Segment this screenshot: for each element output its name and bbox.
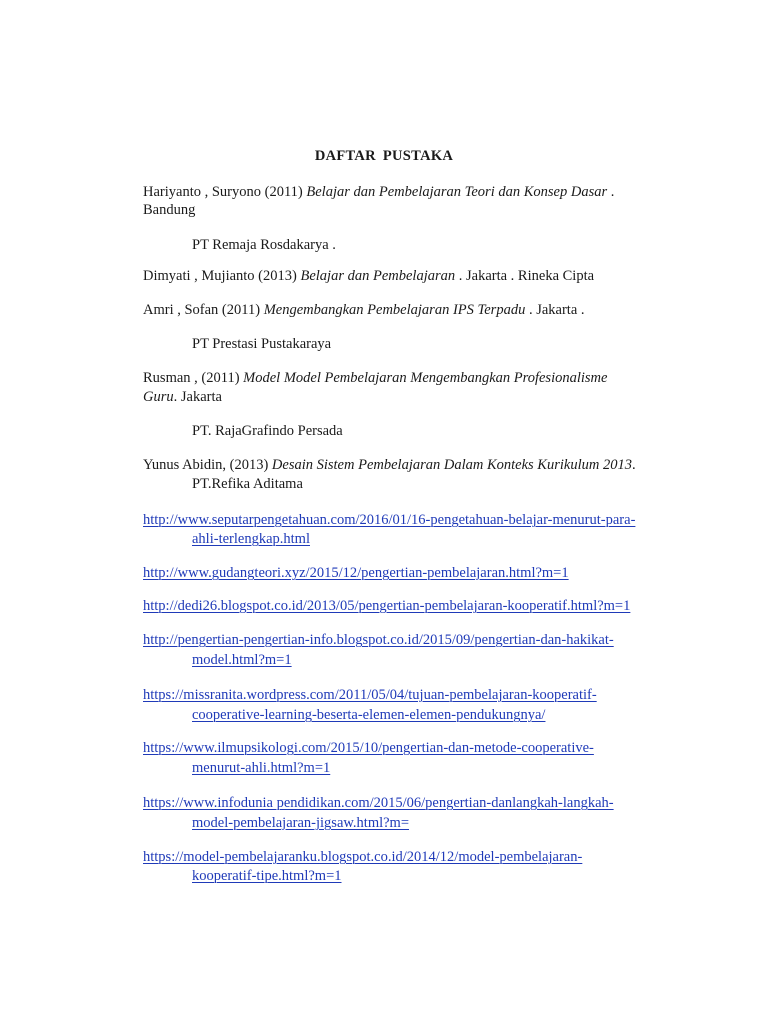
reference-link[interactable]: https://www.ilmupsikologi.com/2015/10/pengertian-dan-metode-cooperative-	[143, 740, 594, 756]
url-continuation	[192, 866, 342, 887]
book-title: Model Model Pembelajaran Mengembangkan Profesionalisme	[243, 370, 608, 386]
book-title: Guru	[143, 389, 174, 405]
reference-entry: Dimyati , Mujianto (2013) Belajar dan Pembelajaran . Jakarta . Rineka Cipta	[143, 268, 595, 284]
reference-link[interactable]: menurut-ahli.html?m=1	[192, 760, 331, 776]
reference-entry: Hariyanto , Suryono (2011) Belajar dan Pembelajaran Teori dan Konsep Dasar .	[143, 184, 615, 200]
url-entry	[143, 738, 594, 759]
reference-link[interactable]: http://dedi26.blogspot.co.id/2013/05/pengertian-pembelajaran-kooperatif.html?m=1	[143, 598, 631, 614]
reference-link[interactable]: https://missranita.wordpress.com/2011/05/04/tujuan-pembelajaran-kooperatif-	[143, 687, 597, 703]
reference-link[interactable]: model-pembelajaran-jigsaw.html?m=	[192, 815, 410, 831]
page-title: DAFTAR PUSTAKA	[314, 148, 454, 164]
reference-link[interactable]: https://www.infodunia pendidikan.com/2015/06/pengertian-danlangkah-langkah-	[143, 795, 614, 811]
url-entry	[143, 510, 635, 531]
reference-link[interactable]: http://www.seputarpengetahuan.com/2016/01/16-pengetahuan-belajar-menurut-para-	[143, 512, 636, 528]
url-entry	[143, 793, 614, 814]
url-continuation	[192, 758, 330, 779]
book-title: Desain Sistem Pembelajaran Dalam Konteks Kurikulum 2013	[271, 457, 632, 473]
book-title: Belajar dan Pembelajaran Teori dan Konsep Dasar	[306, 184, 608, 200]
reference-continuation: Bandung	[143, 202, 196, 218]
reference-link[interactable]: model.html?m=1	[192, 652, 292, 668]
reference-link[interactable]: http://www.gudangteori.xyz/2015/12/pengertian-pembelajaran.html?m=1	[143, 565, 569, 581]
reference-continuation: Guru. Jakarta	[143, 389, 222, 405]
url-continuation	[192, 705, 545, 726]
reference-link[interactable]: ahli-terlengkap.html	[192, 531, 310, 547]
url-entry	[143, 563, 569, 584]
url-entry	[143, 596, 630, 617]
reference-link[interactable]: kooperatif-tipe.html?m=1	[192, 868, 342, 884]
reference-link[interactable]: http://pengertian-pengertian-info.blogspot.co.id/2015/09/pengertian-dan-hakikat-	[143, 632, 614, 648]
reference-entry: Yunus Abidin, (2013) Desain Sistem Pembelajaran Dalam Konteks Kurikulum 2013.	[143, 457, 636, 473]
reference-publisher: PT Prestasi Pustakaraya	[192, 336, 332, 352]
reference-entry: Rusman , (2011) Model Model Pembelajaran Mengembangkan Profesionalisme	[143, 370, 608, 386]
url-entry	[143, 685, 597, 706]
reference-publisher: PT. RajaGrafindo Persada	[192, 423, 343, 439]
url-continuation	[192, 529, 310, 550]
reference-entry: Amri , Sofan (2011) Mengembangkan Pembelajaran IPS Terpadu . Jakarta .	[143, 302, 585, 318]
reference-publisher: PT Remaja Rosdakarya .	[192, 237, 336, 253]
url-continuation	[192, 813, 409, 834]
reference-link[interactable]: https://model-pembelajaranku.blogspot.co.id/2014/12/model-pembelajaran-	[143, 849, 583, 865]
url-continuation	[192, 650, 292, 671]
url-entry	[143, 630, 614, 651]
reference-link[interactable]: cooperative-learning-beserta-elemen-elemen-pendukungnya/	[192, 707, 546, 723]
url-entry	[143, 847, 582, 868]
reference-publisher: PT.Refika Aditama	[192, 476, 303, 492]
book-title: Belajar dan Pembelajaran	[300, 268, 456, 284]
book-title: Mengembangkan Pembelajaran IPS Terpadu	[263, 302, 526, 318]
